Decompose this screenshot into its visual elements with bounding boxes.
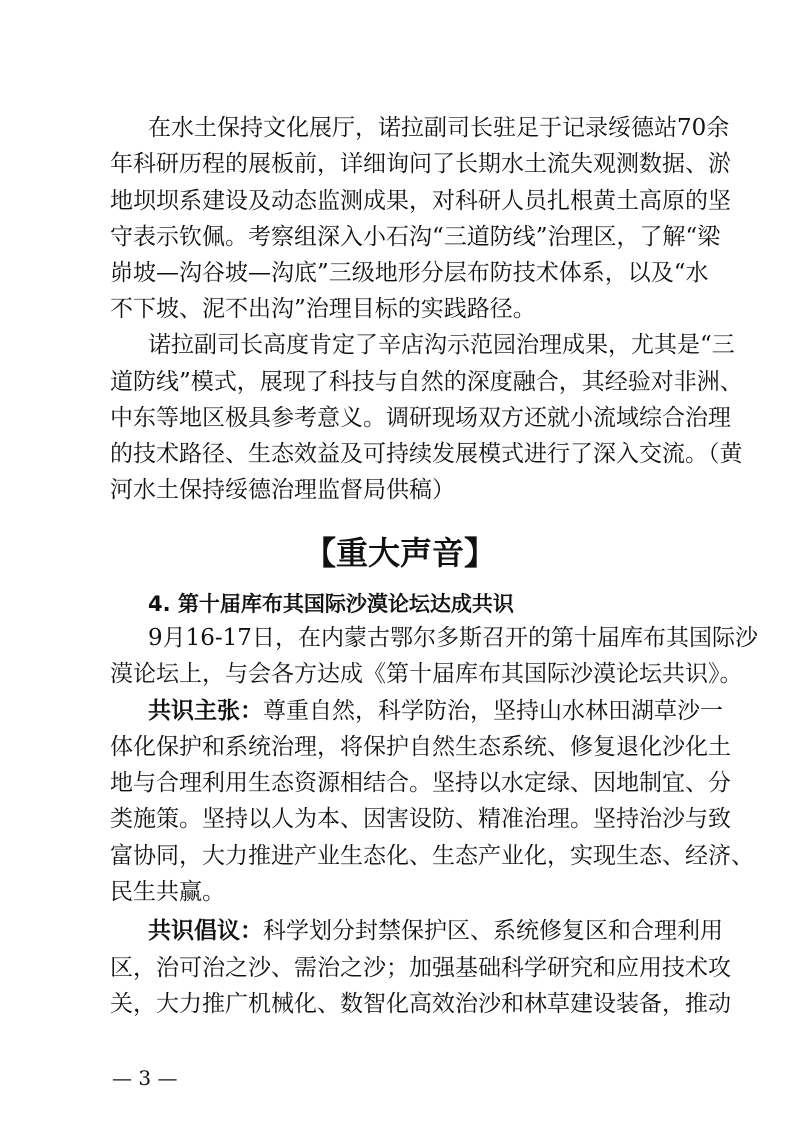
text-line: 地与合理利用生态资源相结合。坚持以水定绿、因地制宜、分 — [110, 770, 731, 796]
consensus-label: 共识倡议： — [148, 918, 263, 944]
text-line: 中东等地区极具参考意义。调研现场双方还就小流域综合治理 — [110, 405, 731, 431]
text-line: 在水土保持文化展厅，诺拉副司长驻足于记录绥德站70余 — [148, 115, 730, 141]
text-line: 漠论坛上，与会各方达成《第十届库布其国际沙漠论坛共识》。 — [110, 661, 743, 687]
text-line: 年科研历程的展板前，详细询问了长期水土流失观测数据、淤 — [110, 151, 731, 177]
text-line: 区，治可治之沙、需治之沙；加强基础科学研究和应用技术攻 — [110, 955, 731, 981]
text-line — [148, 696, 723, 726]
text-line: 诺拉副司长高度肯定了辛店沟示范园治理成果，尤其是“三 — [148, 332, 735, 358]
text-line: 道防线”模式，展现了科技与自然的深度融合，其经验对非洲、 — [110, 369, 743, 395]
consensus-label: 共识主张： — [148, 698, 263, 724]
text-line: 民生共赢。 — [110, 879, 225, 905]
section-heading: 【重大声音】 — [303, 534, 496, 572]
text-line: 富协同，大力推进产业生态化、生态产业化，实现生态、经济、 — [110, 843, 754, 869]
article-title: 4. 第十届库布其国际沙漠论坛达成共识 — [148, 592, 514, 616]
text-line: 9月16-17日，在内蒙古鄂尔多斯召开的第十届库布其国际沙 — [148, 625, 758, 651]
text-line: 不下坡、泥不出沟”治理目标的实践路径。 — [110, 296, 536, 322]
text-line: 体化保护和系统治理，将保护自然生态系统、修复退化沙化土 — [110, 734, 731, 760]
text-line: 的技术路径、生态效益及可持续发展模式进行了深入交流。（黄 — [110, 441, 743, 467]
text-span: 科学划分封禁保护区、系统修复区和合理利用 — [263, 918, 723, 944]
text-span: 尊重自然，科学防治，坚持山水林田湖草沙一 — [263, 698, 723, 724]
text-line: 地坝坝系建设及动态监测成果，对科研人员扎根黄土高原的坚 — [110, 188, 731, 214]
text-line: 峁坡—沟谷坡—沟底”三级地形分层布防技术体系，以及“水 — [110, 260, 709, 286]
text-line: 类施策。坚持以人为本、因害设防、精准治理。坚持治沙与致 — [110, 806, 731, 832]
text-line: 关，大力推广机械化、数智化高效治沙和林草建设装备，推动 — [110, 991, 731, 1017]
text-line — [148, 916, 723, 946]
text-line: 河水土保持绥德治理监督局供稿） — [110, 477, 455, 503]
text-line: 守表示钦佩。考察组深入小石沟“三道防线”治理区，了解“梁 — [110, 224, 721, 250]
page-number: — 3 — — [112, 1066, 178, 1090]
